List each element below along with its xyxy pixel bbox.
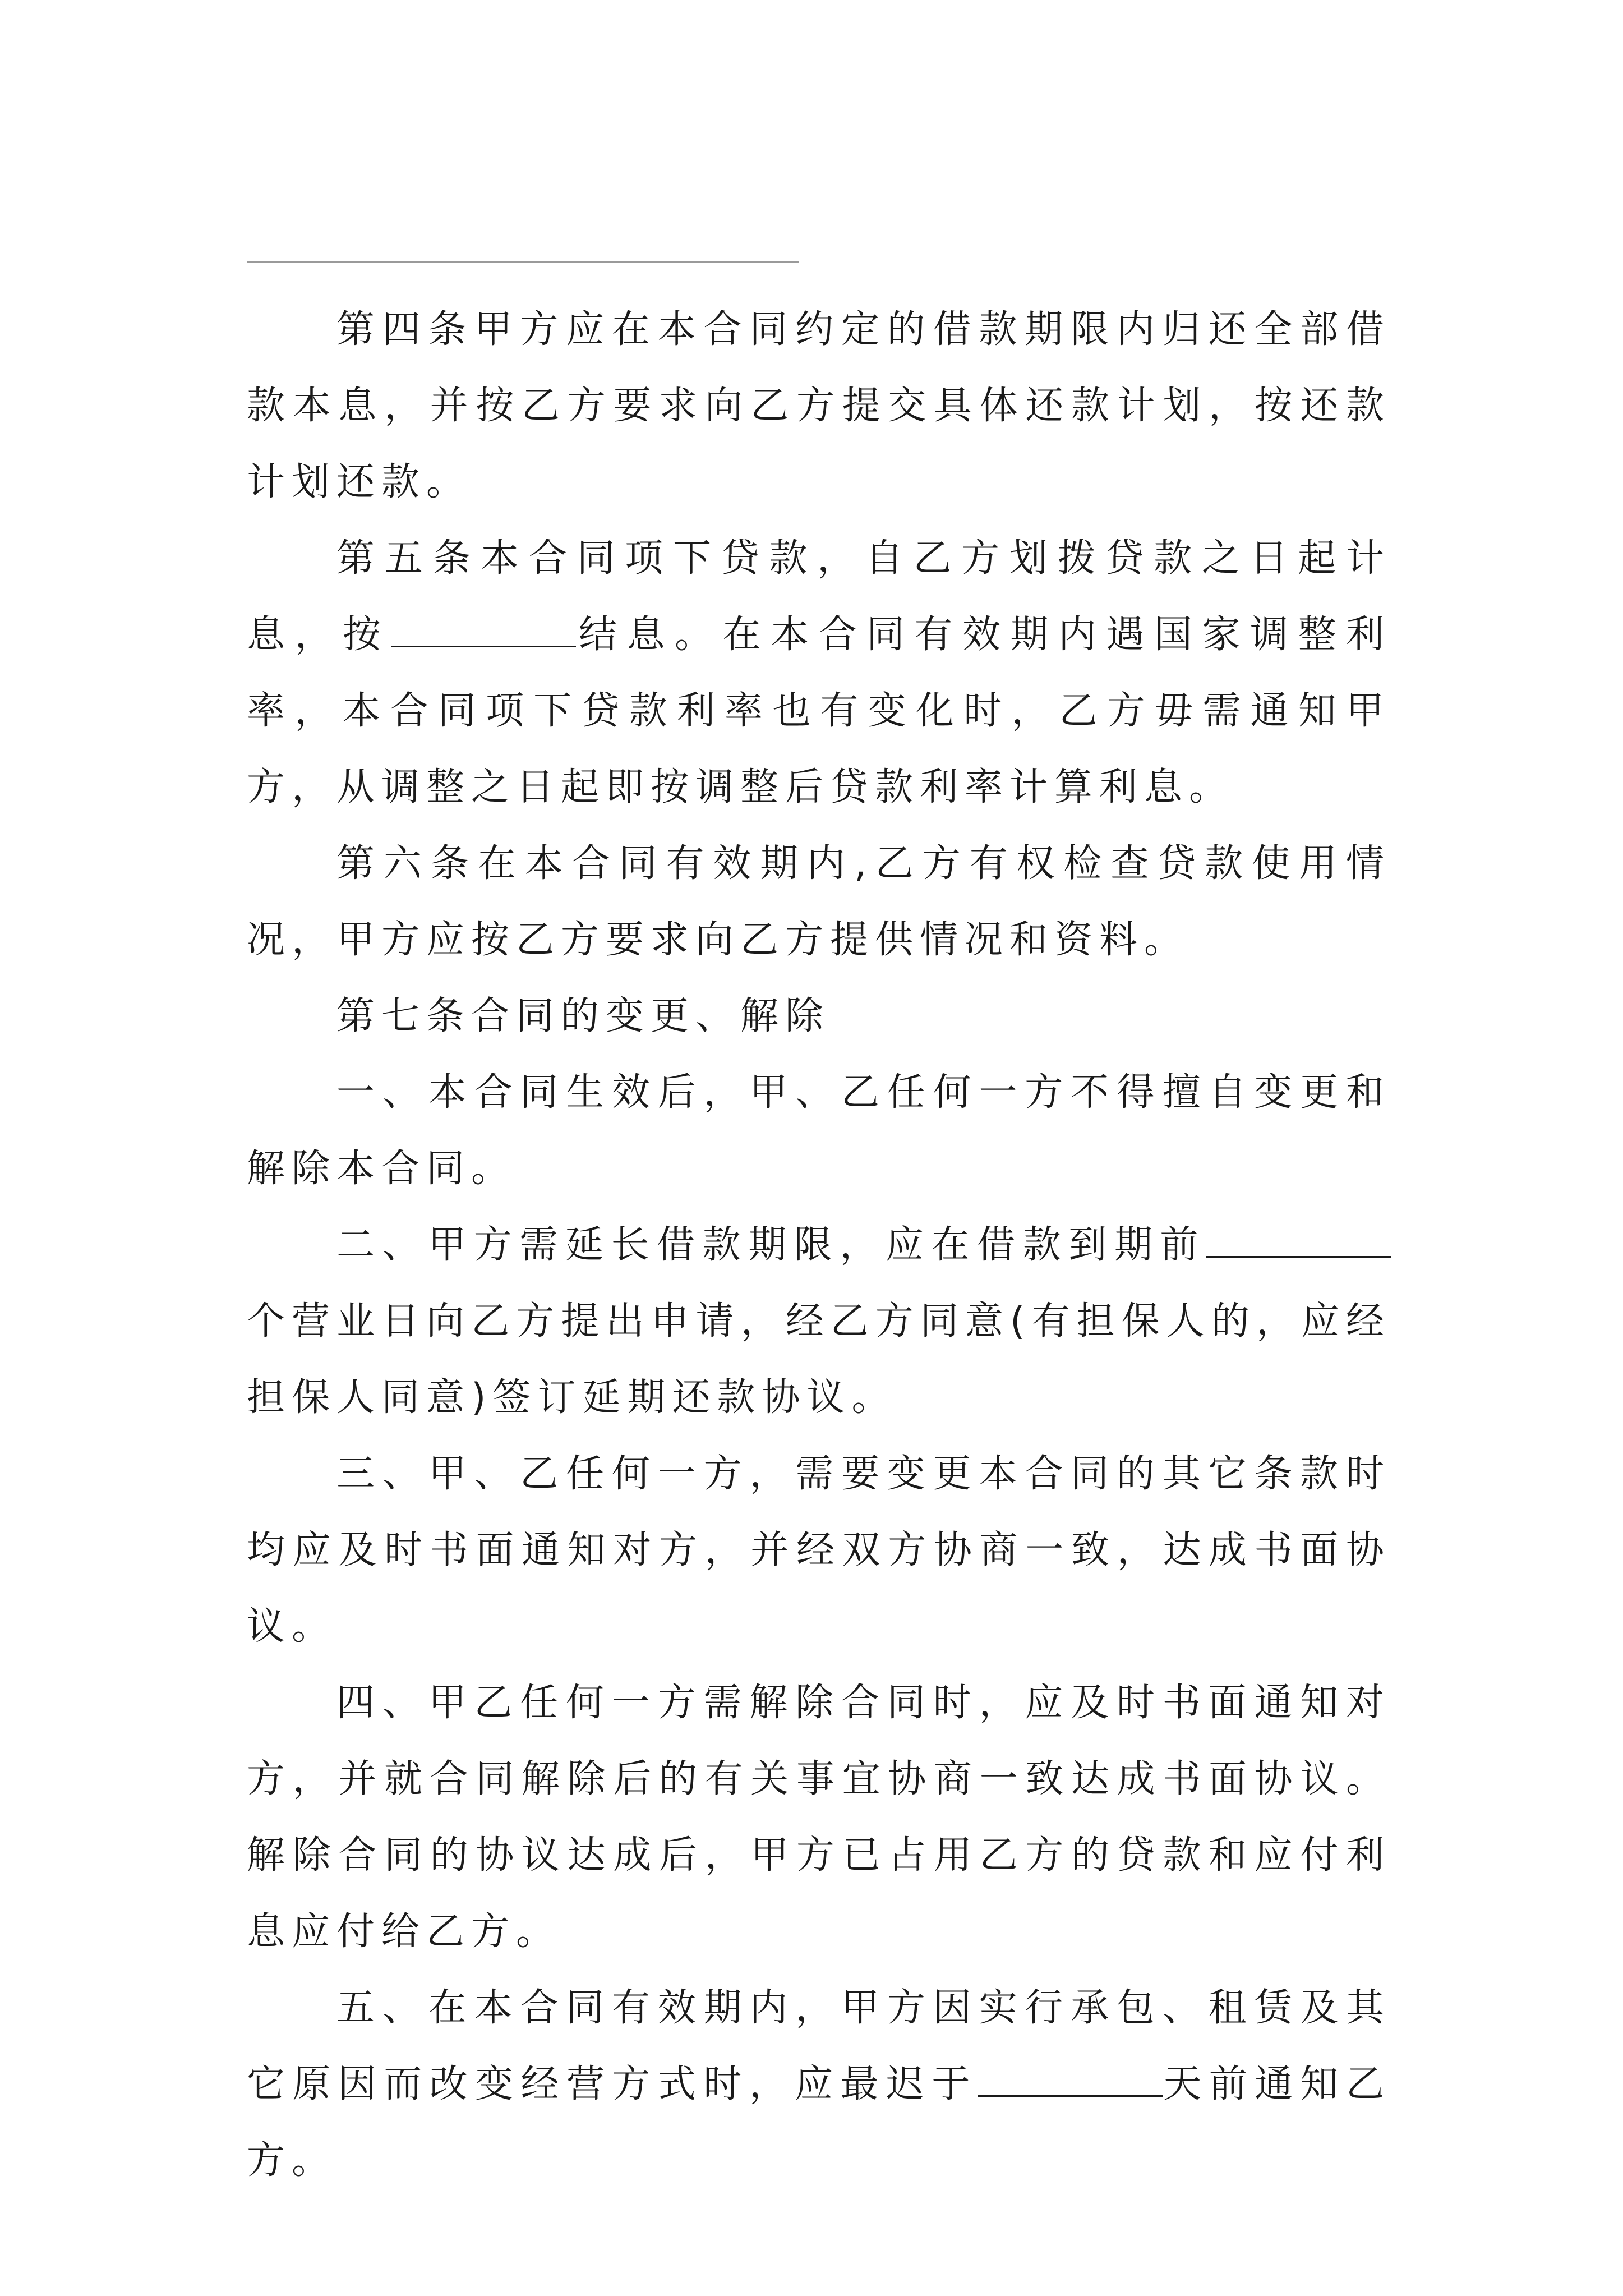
article-7-clause-4 <box>247 1665 1391 1970</box>
article-6-text: 第六条在本合同有效期内,乙方有权检查贷款使用情况，甲方应按乙方要求向乙方提供情况和资料。 <box>247 841 1391 962</box>
article-4-paragraph <box>247 292 1391 521</box>
header-rule <box>247 261 799 263</box>
article-5-paragraph <box>247 521 1391 826</box>
article-4-text: 第四条甲方应在本合同约定的借款期限内归还全部借款本息，并按乙方要求向乙方提交具体还款计划，按还款计划还款。 <box>247 307 1391 504</box>
article-7-clause-1 <box>247 1055 1391 1207</box>
clause-4-text: 四、甲乙任何一方需解除合同时，应及时书面通知对方，并就合同解除后的有关事宜协商一致达成书面协议。解除合同的协议达成后，甲方已占用乙方的贷款和应付利息应付给乙方。 <box>247 1681 1391 1954</box>
fill-in-blank <box>978 2060 1163 2097</box>
document-body <box>247 292 1391 2199</box>
clause-3-text: 三、甲、乙任何一方，需要变更本合同的其它条款时均应及时书面通知对方，并经双方协商一致，达成书面协议。 <box>247 1452 1391 1649</box>
fill-in-blank <box>391 611 576 647</box>
fill-in-blank <box>1206 1221 1391 1258</box>
clause-2-text-start: 二、甲方需延长借款期限，应在借款到期前 <box>336 1223 1206 1267</box>
clause-5-text-end: 天前通知乙方。 <box>247 2062 1391 2183</box>
clause-1-text: 一、本合同生效后，甲、乙任何一方不得擅自变更和解除本合同。 <box>247 1070 1391 1191</box>
article-5-text-end: 结息。在本合同有效期内遇国家调整利率，本合同项下贷款利率也有变化时，乙方毋需通知甲方，从调整之日起即按调整后贷款利率计算利息。 <box>247 613 1391 809</box>
clause-2-text-end: 个营业日向乙方提出申请，经乙方同意(有担保人的，应经担保人同意)签订延期还款协议。 <box>247 1299 1391 1420</box>
clause-5-text-start: 五、在本合同有效期内，甲方因实行承包、租赁及其它原因而改变经营方式时，应最迟于 <box>247 1986 1391 2106</box>
article-7-clause-5 <box>247 1970 1391 2199</box>
article-6-paragraph <box>247 826 1391 978</box>
article-7-clause-3 <box>247 1436 1391 1665</box>
article-7-clause-2 <box>247 1207 1391 1436</box>
article-7-heading <box>247 978 1391 1055</box>
article-5-text-start: 第五条本合同项下贷款，自乙方划拨贷款之日起计息，按 <box>247 536 1391 657</box>
article-7-heading-text: 第七条合同的变更、解除 <box>336 994 831 1038</box>
